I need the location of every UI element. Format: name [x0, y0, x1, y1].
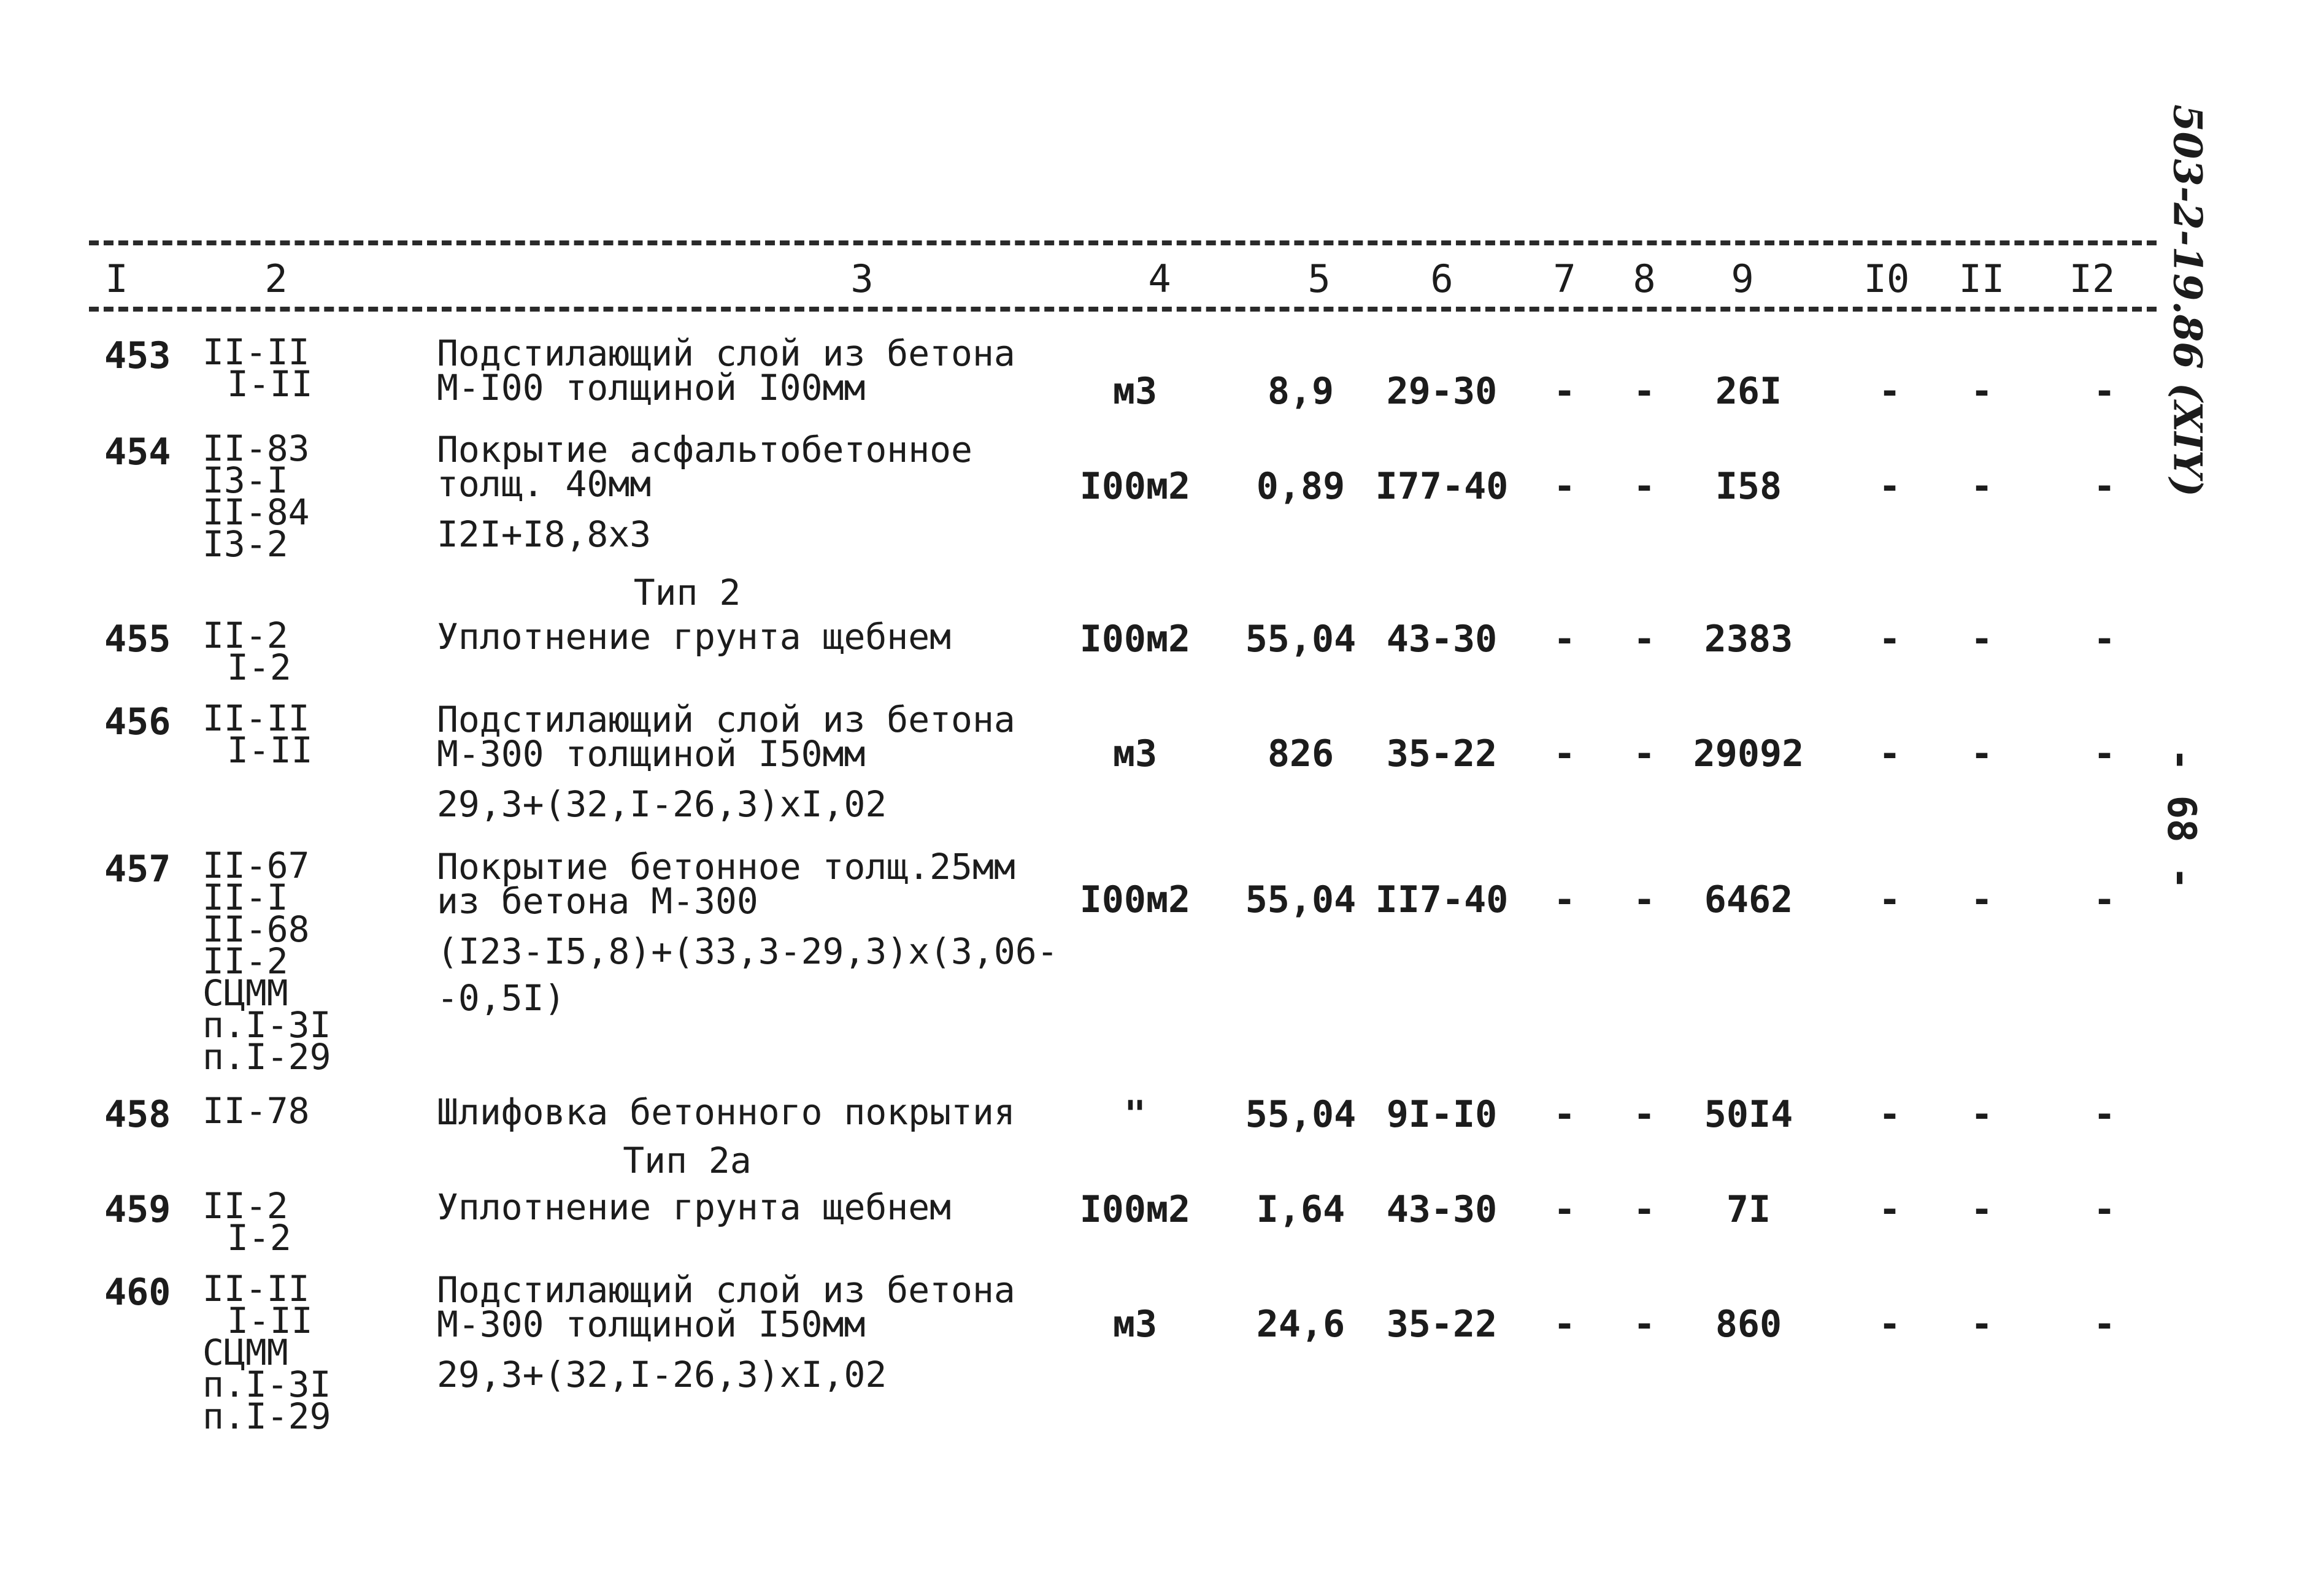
quantity: 24,6: [1256, 1303, 1345, 1346]
code-line: I-2: [227, 1217, 291, 1259]
calculation-formula: 29,3+(32,I-26,3)xI,02: [437, 783, 887, 825]
description-line: Подстилающий слой из бетона: [437, 1269, 1015, 1311]
description-line: Шлифовка бетонного покрытия: [437, 1091, 1015, 1133]
row-number: 454: [104, 431, 171, 474]
cell-7: -: [1553, 465, 1576, 508]
cell-12: -: [2093, 1093, 2116, 1136]
code-line: II-II: [202, 1268, 310, 1310]
cell-8: -: [1633, 878, 1656, 921]
description-line: Уплотнение грунта щебнем: [437, 616, 952, 658]
unit: м3: [1112, 1303, 1158, 1346]
unit: ": [1123, 1093, 1147, 1136]
calculation-formula: 29,3+(32,I-26,3)xI,02: [437, 1354, 887, 1395]
cell-11: -: [1970, 732, 1993, 775]
cell-12: -: [2093, 618, 2116, 661]
description-line: из бетона М-300: [437, 880, 758, 922]
code-line: II-2: [202, 1185, 288, 1227]
quantity: 55,04: [1245, 878, 1357, 921]
work-description: [437, 699, 1075, 825]
column-header-2: 2: [264, 256, 288, 301]
cell-12: -: [2093, 1188, 2116, 1231]
cell-11: -: [1970, 370, 1993, 413]
cell-8: -: [1633, 1093, 1656, 1136]
cell-11: -: [1970, 1303, 1993, 1346]
unit-price: 35-22: [1386, 732, 1498, 775]
unit-price: 9I-I0: [1386, 1093, 1498, 1136]
code-line: СЦММ: [202, 1332, 288, 1373]
description-line: Покрытие бетонное толщ.25мм: [437, 846, 1015, 888]
unit-price: I77-40: [1375, 465, 1509, 508]
total-cost: 7I: [1726, 1188, 1771, 1231]
cell-7: -: [1553, 1093, 1576, 1136]
code-line: II-68: [202, 908, 310, 950]
cell-7: -: [1553, 1303, 1576, 1346]
total-cost: 50I4: [1704, 1093, 1793, 1136]
cell-10: -: [1878, 1093, 1901, 1136]
page-number: - 68 -: [2158, 748, 2204, 890]
code-line: II-2: [202, 940, 288, 982]
description-line: М-I00 толщиной I00мм: [437, 367, 866, 409]
unit: I00м2: [1079, 618, 1191, 661]
column-header-4: 4: [1148, 256, 1171, 301]
code-line: п.I-3I: [202, 1004, 331, 1046]
code-line: II-83: [202, 428, 310, 469]
norm-code: [202, 697, 313, 771]
cell-11: -: [1970, 1093, 1993, 1136]
code-line: I-2: [227, 646, 291, 688]
quantity: I,64: [1256, 1188, 1345, 1231]
column-header-7: 7: [1553, 256, 1576, 301]
norm-code: [202, 1185, 291, 1259]
cell-7: -: [1553, 1188, 1576, 1231]
total-cost: 6462: [1704, 878, 1793, 921]
cell-8: -: [1633, 1303, 1656, 1346]
cell-8: -: [1633, 732, 1656, 775]
section-title-type-2: Тип 2: [633, 572, 741, 613]
description-line: Уплотнение грунта щебнем: [437, 1186, 952, 1228]
code-line: I-II: [227, 363, 313, 405]
description-line: Подстилающий слой из бетона: [437, 699, 1015, 740]
unit: м3: [1112, 732, 1158, 775]
code-line: II-84: [202, 491, 310, 533]
section-title-type-2a: Тип 2а: [623, 1140, 752, 1181]
calculation-formula-continued: -0,5I): [437, 977, 566, 1019]
row-number: 456: [104, 700, 171, 743]
row-number: 453: [104, 334, 171, 377]
row-number: 459: [104, 1188, 171, 1231]
unit: I00м2: [1079, 465, 1191, 508]
quantity: 55,04: [1245, 1093, 1357, 1136]
code-line: I-II: [227, 1300, 313, 1341]
cell-12: -: [2093, 878, 2116, 921]
column-header-10: I0: [1863, 256, 1910, 301]
code-line: I3-2: [202, 523, 288, 565]
total-cost: 860: [1715, 1303, 1782, 1346]
quantity: 55,04: [1245, 618, 1357, 661]
total-cost: 2383: [1704, 618, 1793, 661]
norm-code: [202, 615, 291, 688]
row-number: 457: [104, 848, 171, 891]
code-line: II-78: [202, 1090, 310, 1132]
unit-price: 29-30: [1386, 370, 1498, 413]
cell-12: -: [2093, 465, 2116, 508]
cell-10: -: [1878, 618, 1901, 661]
code-line: СЦММ: [202, 972, 288, 1014]
description-line: Подстилающий слой из бетона: [437, 332, 1015, 374]
code-line: I-II: [227, 729, 313, 771]
code-line: II-2: [202, 615, 288, 656]
column-header-6: 6: [1430, 256, 1453, 301]
column-header-5: 5: [1307, 256, 1331, 301]
cell-7: -: [1553, 878, 1576, 921]
column-header-1: I: [105, 256, 128, 301]
cell-8: -: [1633, 465, 1656, 508]
cell-11: -: [1970, 878, 1993, 921]
cell-10: -: [1878, 370, 1901, 413]
description-line: М-300 толщиной I50мм: [437, 1303, 866, 1345]
unit: I00м2: [1079, 878, 1191, 921]
column-header-8: 8: [1633, 256, 1656, 301]
calculation-formula: I2I+I8,8x3: [437, 513, 652, 555]
cell-8: -: [1633, 370, 1656, 413]
code-line: п.I-3I: [202, 1364, 331, 1405]
total-cost: I58: [1715, 465, 1782, 508]
norm-code: [202, 1268, 331, 1437]
cell-12: -: [2093, 732, 2116, 775]
row-number: 455: [104, 618, 171, 661]
cell-7: -: [1553, 618, 1576, 661]
cell-10: -: [1878, 1188, 1901, 1231]
cell-11: -: [1970, 1188, 1993, 1231]
code-line: п.I-29: [202, 1036, 331, 1078]
cell-12: -: [2093, 370, 2116, 413]
cell-7: -: [1553, 370, 1576, 413]
header-bottom-rule: [89, 307, 2157, 312]
work-description: [437, 846, 1075, 1019]
cell-11: -: [1970, 465, 1993, 508]
norm-code: [202, 428, 310, 565]
document-code-label: 503-2-19.86 (XIY): [2164, 104, 2211, 497]
work-description: [437, 1091, 1075, 1133]
code-line: п.I-29: [202, 1395, 331, 1437]
norm-code: [202, 1090, 310, 1132]
cell-8: -: [1633, 618, 1656, 661]
unit-price: 43-30: [1386, 1188, 1498, 1231]
column-header-9: 9: [1731, 256, 1754, 301]
cell-7: -: [1553, 732, 1576, 775]
unit-price: 43-30: [1386, 618, 1498, 661]
unit: м3: [1112, 370, 1158, 413]
unit-price: 35-22: [1386, 1303, 1498, 1346]
header-top-rule: [89, 240, 2157, 245]
quantity: 826: [1267, 732, 1334, 775]
unit-price: II7-40: [1375, 878, 1509, 921]
code-line: II-II: [202, 697, 310, 739]
calculation-formula: (I23-I5,8)+(33,3-29,3)x(3,06-: [437, 930, 1058, 972]
row-number: 458: [104, 1093, 171, 1136]
description-line: Покрытие асфальтобетонное: [437, 429, 972, 470]
code-line: II-II: [202, 331, 310, 373]
work-description: [437, 332, 1075, 409]
cell-10: -: [1878, 1303, 1901, 1346]
cell-12: -: [2093, 1303, 2116, 1346]
column-header-11: II: [1958, 256, 2005, 301]
code-line: I3-I: [202, 459, 288, 501]
work-description: [437, 1186, 1075, 1228]
cell-8: -: [1633, 1188, 1656, 1231]
quantity: 0,89: [1256, 465, 1345, 508]
cell-10: -: [1878, 465, 1901, 508]
norm-code: [202, 845, 331, 1078]
column-header-12: I2: [2069, 256, 2115, 301]
column-header-3: 3: [850, 256, 874, 301]
work-description: [437, 616, 1075, 658]
cell-11: -: [1970, 618, 1993, 661]
quantity: 8,9: [1267, 370, 1334, 413]
total-cost: 29092: [1693, 732, 1804, 775]
code-line: II-67: [202, 845, 310, 886]
cell-10: -: [1878, 732, 1901, 775]
row-number: 460: [104, 1271, 171, 1314]
code-line: II-I: [202, 877, 288, 918]
work-description: [437, 429, 1075, 555]
description-line: М-300 толщиной I50мм: [437, 733, 866, 775]
work-description: [437, 1269, 1075, 1395]
norm-code: [202, 331, 313, 405]
description-line: толщ. 40мм: [437, 463, 652, 505]
total-cost: 26I: [1715, 370, 1782, 413]
cell-10: -: [1878, 878, 1901, 921]
unit: I00м2: [1079, 1188, 1191, 1231]
